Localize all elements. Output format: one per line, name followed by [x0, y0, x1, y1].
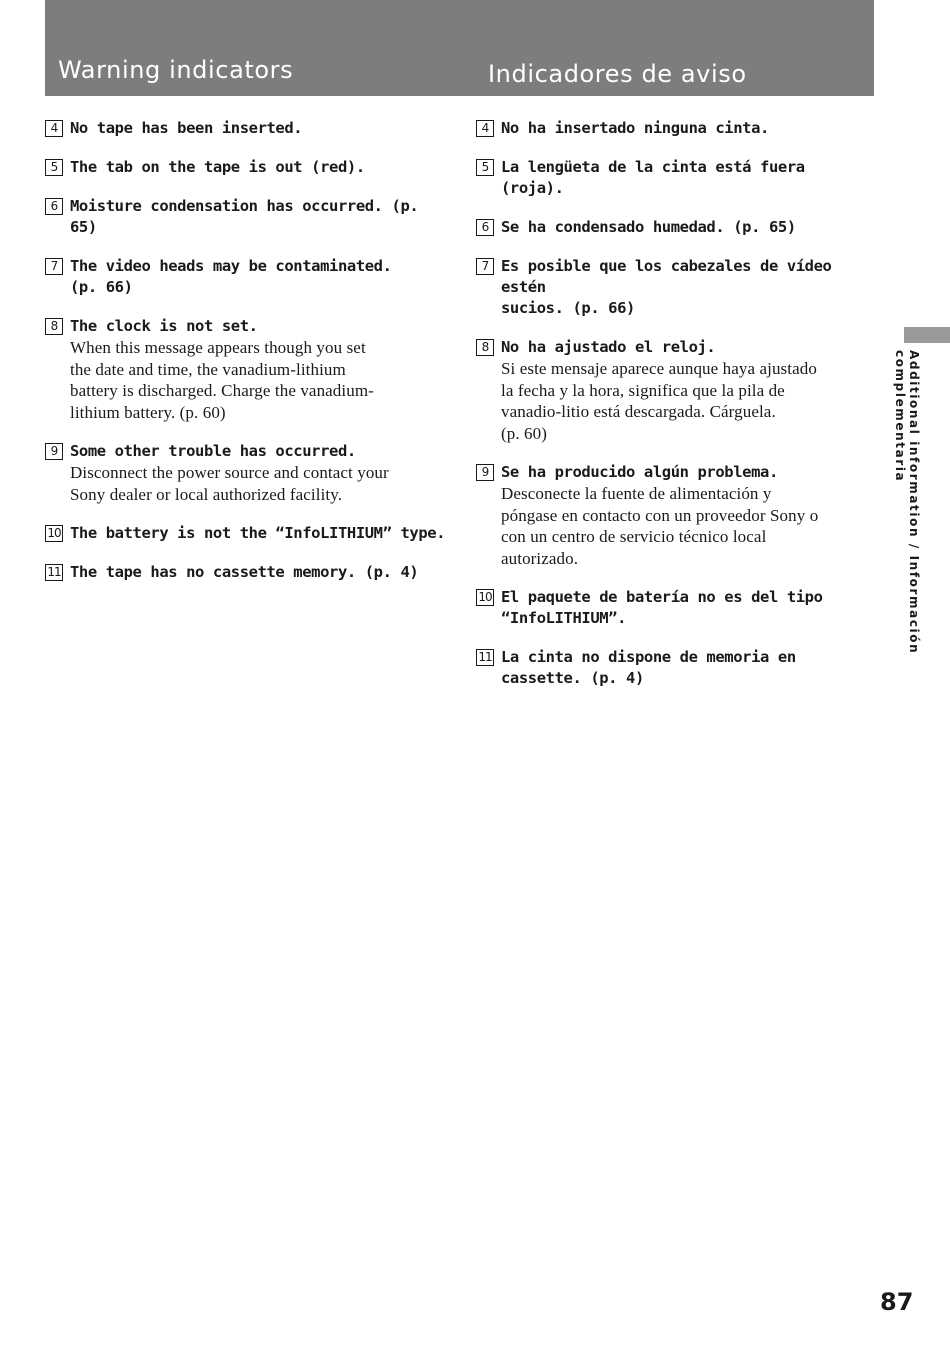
item-heading: La lengüeta de la cinta está fuera (roja). — [501, 158, 805, 197]
item-number-box: 6 — [45, 198, 63, 215]
item-heading: The battery is not the “InfoLITHIUM” type. — [70, 524, 446, 542]
item-heading: Se ha producido algún problema. — [501, 463, 778, 481]
spanish-column — [476, 118, 876, 707]
item-description: Si este mensaje aparece aunque haya ajustado la fecha y la hora, significa que la pila de vanadio-litio está descargada. Cárguela. (p. 60) — [501, 359, 817, 443]
item-heading: No ha ajustado el reloj. — [501, 338, 716, 356]
item-number-box: 10 — [45, 525, 63, 542]
warning-item — [45, 118, 450, 139]
item-description: Desconecte la fuente de alimentación y póngase en contacto con un proveedor Sony o con un centro de servicio técnico local autorizado. — [501, 484, 819, 568]
item-heading: Some other trouble has occurred. — [70, 442, 356, 460]
item-number-box: 11 — [476, 649, 494, 666]
item-number-box: 4 — [476, 120, 494, 137]
page-number: 87 — [880, 1288, 914, 1316]
item-number-box: 9 — [476, 464, 494, 481]
warning-item — [476, 157, 876, 199]
side-tab-marker — [904, 327, 950, 343]
warning-item — [45, 316, 450, 423]
item-heading: Se ha condensado humedad. (p. 65) — [501, 218, 796, 236]
warning-item — [476, 217, 876, 238]
item-heading: No ha insertado ninguna cinta. — [501, 119, 769, 137]
warning-item — [45, 256, 450, 298]
item-heading: El paquete de batería no es del tipo “InfoLITHIUM”. — [501, 588, 823, 627]
item-number-box: 7 — [476, 258, 494, 275]
item-number-box: 5 — [45, 159, 63, 176]
warning-item — [476, 587, 876, 629]
warning-item — [476, 118, 876, 139]
section-title-english: Warning indicators — [58, 56, 294, 84]
item-number-box: 8 — [45, 318, 63, 335]
item-heading: Moisture condensation has occurred. (p. 65) — [70, 197, 419, 236]
item-description: When this message appears though you set the date and time, the vanadium-lithium battery is discharged. Charge the vanadium- lithium battery. (p. 60) — [70, 338, 374, 422]
item-number-box: 8 — [476, 339, 494, 356]
item-description: Disconnect the power source and contact your Sony dealer or local authorized facility. — [70, 463, 389, 504]
warning-item — [476, 462, 876, 569]
item-heading: The video heads may be contaminated. (p. 66) — [70, 257, 392, 296]
item-number-box: 9 — [45, 443, 63, 460]
item-heading: Es posible que los cabezales de vídeo estén sucios. (p. 66) — [501, 257, 832, 317]
item-number-box: 4 — [45, 120, 63, 137]
warning-item — [476, 337, 876, 444]
warning-item — [45, 523, 450, 544]
item-number-box: 7 — [45, 258, 63, 275]
item-heading: La cinta no dispone de memoria en cassette. (p. 4) — [501, 648, 796, 687]
warning-item — [45, 562, 450, 583]
side-section-label: Additional information / Información complementaria — [893, 350, 921, 655]
item-heading: The tape has no cassette memory. (p. 4) — [70, 563, 419, 581]
english-column — [45, 118, 450, 601]
item-number-box: 10 — [476, 589, 494, 606]
item-number-box: 5 — [476, 159, 494, 176]
item-heading: No tape has been inserted. — [70, 119, 303, 137]
section-title-spanish: Indicadores de aviso — [488, 60, 747, 88]
item-number-box: 11 — [45, 564, 63, 581]
item-heading: The tab on the tape is out (red). — [70, 158, 365, 176]
item-number-box: 6 — [476, 219, 494, 236]
warning-item — [45, 441, 450, 505]
warning-item — [45, 196, 450, 238]
warning-item — [476, 647, 876, 689]
warning-item — [476, 256, 876, 319]
item-heading: The clock is not set. — [70, 317, 258, 335]
warning-item — [45, 157, 450, 178]
